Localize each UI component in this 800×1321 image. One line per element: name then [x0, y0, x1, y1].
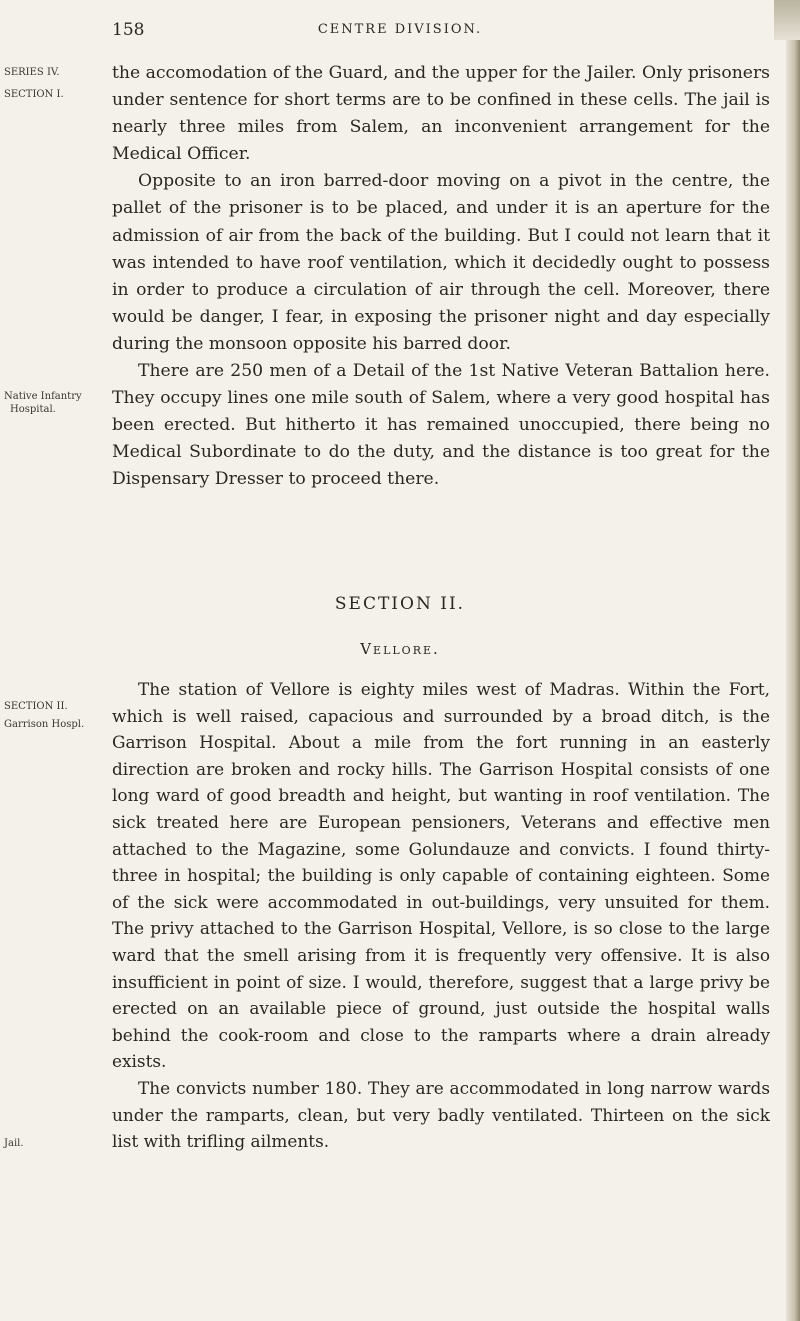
- paragraph-vellore-garrison: The station of Vellore is eighty miles west of Madras. Within the Fort, which is well raised, capacious and surrounded by a broad ditch, is the Garrison Hospital. About a mile from the fort running in an easterly direction are broken and rocky hills. The Garrison Hospital consists of one long ward of good breadth and height, but wanting in roof ventilation. The sick treated here are European pensioners, Veterans and effective men attached to the Magazine, some Golundauze and convicts. I found thirty-three in hospital; the building is only capable of containing eighteen. Some of the sick were accommodated in out-buildings, very unsuited for them. The privy attached to the Garrison Hospital, Vellore, is so close to the large ward that the smell arising from it is frequently very offensive. It is also insufficient in point of size. I would, therefore, suggest that a large privy be erected on an available piece of ground, just outside the hospital walls behind the cook-room and close to the ramparts where a drain already exists.: [112, 679, 770, 1072]
- margin-note-jail: Jail.: [4, 1138, 24, 1149]
- margin-note-series: SERIES IV.: [4, 67, 60, 78]
- page-edge-shadow: [786, 0, 800, 1321]
- page-header: [0, 20, 800, 50]
- page-number: 158: [112, 20, 145, 40]
- section-heading: SECTION II.: [334, 594, 466, 614]
- margin-note-section-two: SECTION II.: [4, 701, 68, 712]
- margin-note-section-one: SECTION I.: [4, 89, 64, 100]
- text-block-lower: [112, 676, 770, 1155]
- running-head: CENTRE DIVISION.: [317, 22, 483, 37]
- margin-note-garrison-hospital: Garrison Hospl.: [4, 719, 85, 730]
- margin-note-native-infantry-hospital: Native Infantry Hospital.: [4, 391, 82, 415]
- paragraph-jail-accommodation: the accomodation of the Guard, and the upper for the Jailer. Only prisoners under sentence for short terms are to be confined in these cells. The jail is nearly three miles from Salem, an inconvenient arrangement for the Medical Officer.: [112, 63, 770, 165]
- paragraph-native-veteran-battalion: There are 250 men of a Detail of the 1st Native Veteran Battalion here. They occupy lines one mile south of Salem, where a very good hospital has been erected. But hitherto it has remained unoccupied, there being no Medical Subordinate to do the duty, and the distance is too great for the Dispensary Dresser to proceed there.: [112, 361, 770, 490]
- paragraph-convicts: The convicts number 180. They are accommodated in long narrow wards under the ramparts, clean, but very badly ventilated. Thirteen on the sick list with trifling ailments.: [112, 1077, 770, 1152]
- paragraph-iron-door: Opposite to an iron barred-door moving on a pivot in the centre, the pallet of the prisoner is to be placed, and under it is an aperture for the admission of air from the back of the building. But I could not learn that it was intended to have roof ventilation, which it decidedly ought to possess in order to produce a circulation of air through the cell. Moreover, there would be danger, I fear, in exposing the prisoner night and day especially during the monsoon opposite his barred door.: [112, 171, 770, 354]
- text-block-upper: [112, 60, 770, 494]
- place-heading: Vellore.: [360, 640, 440, 658]
